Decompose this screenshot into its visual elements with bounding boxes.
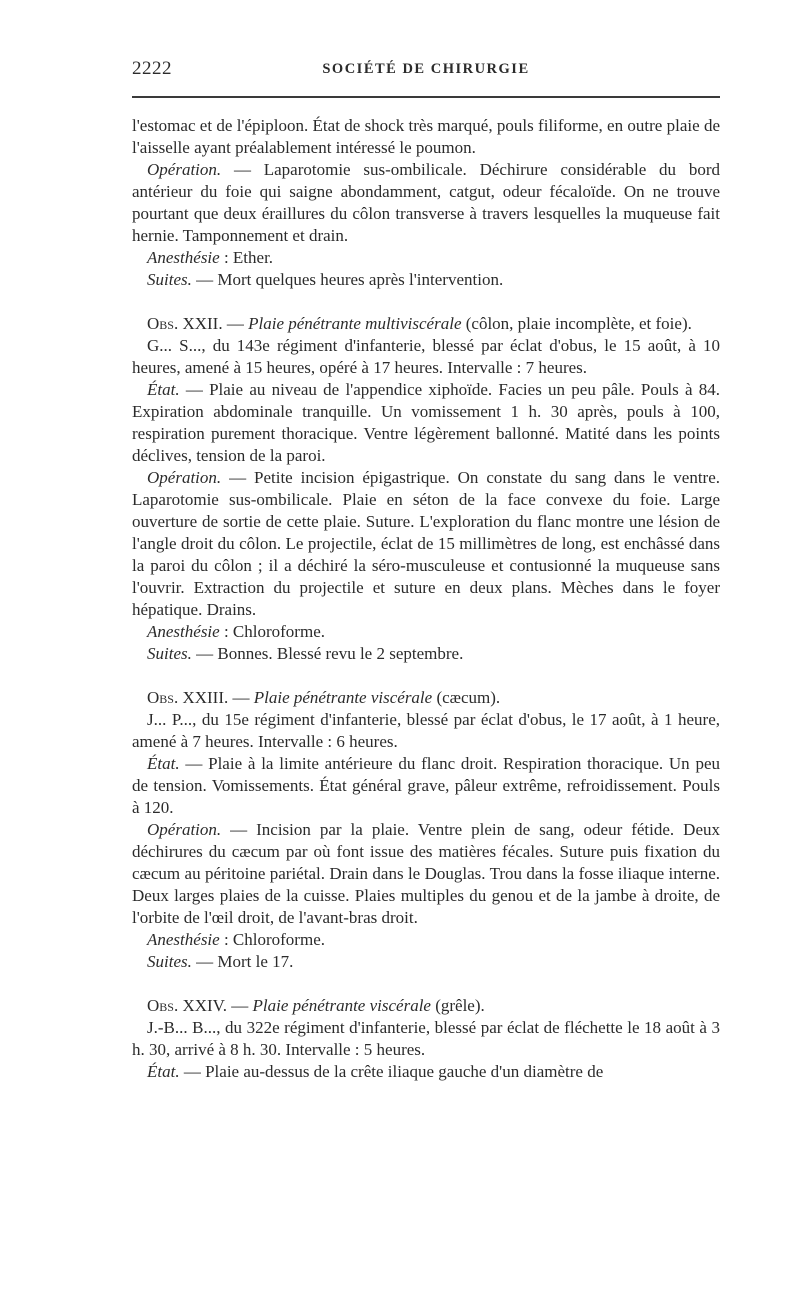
anesthesia-paragraph xyxy=(132,247,720,269)
etat-label: État. xyxy=(147,754,180,773)
anesthesia-label: Anesthésie xyxy=(147,248,220,267)
suites-label: Suites. xyxy=(147,270,192,289)
obs-label: Obs. xyxy=(147,996,179,1015)
etat-text: — Plaie au-dessus de la crête iliaque gauche d'un diamètre de xyxy=(179,1062,604,1081)
etat-text: — Plaie à la limite antérieure du flanc droit. Respiration thoracique. Un peu de tension. Vomissements. État général grave, pâleur extrême, refroidissement. Pouls à 120. xyxy=(132,754,720,817)
etat-label: État. xyxy=(147,1062,180,1081)
operation-label: Opération. xyxy=(147,468,222,487)
suites-label: Suites. xyxy=(147,644,192,663)
operation-text: — Petite incision épigastrique. On constate du sang dans le ventre. Laparotomie sus-ombilicale. Plaie en séton de la face convexe du foie. Large ouverture de sortie de cette plaie. Suture. L'exploration du flanc montre une lésion de l'angle droit du côlon. Le projectile, éclat de 15 millimètres de long, est enchâssé dans la paroi du côlon ; il a déchiré la séro-musculeuse et contusionné la muqueuse sans l'ouvrir. Extraction du projectile et suture en deux plans. Mèches dans le foyer hépatique. Drains. xyxy=(132,468,720,619)
obs-23-operation xyxy=(132,819,720,929)
operation-text: — Incision par la plaie. Ventre plein de sang, odeur fétide. Deux déchirures du cæcum par où font issue des matières fécales. Suture puis fixation du cæcum au péritoine pariétal. Drain dans le Douglas. Trou dans la fosse iliaque interne. Deux larges plaies de la cuisse. Plaies multiples du genou et de la jambe à droite, de l'orbite de l'œil droit, de l'avant-bras droit. xyxy=(132,820,720,927)
obs-22-operation xyxy=(132,467,720,621)
page-header xyxy=(132,58,720,86)
obs-23-etat xyxy=(132,753,720,819)
anesthesia-label: Anesthésie xyxy=(147,622,220,641)
suites-label: Suites. xyxy=(147,952,192,971)
obs-label: Obs. xyxy=(147,688,179,707)
obs-title: Plaie pénétrante multiviscérale xyxy=(248,314,462,333)
suites-paragraph xyxy=(132,269,720,291)
obs-title: Plaie pénétrante viscérale xyxy=(252,996,431,1015)
obs-24-patient: J.-B... B..., du 322e régiment d'infanterie, blessé par éclat de fléchette le 18 août à 3 h. 30, arrivé à 8 h. 30. Intervalle : 5 heures. xyxy=(132,1018,720,1059)
anesthesia-text: : Chloroforme. xyxy=(219,622,325,641)
running-title: SOCIÉTÉ DE CHIRURGIE xyxy=(322,61,530,77)
obs-title-rest: (cæcum). xyxy=(432,688,501,707)
obs-22-heading xyxy=(132,313,720,335)
page-number: 2222 xyxy=(132,58,172,79)
section-gap xyxy=(132,665,720,687)
anesthesia-text: : Chloroforme. xyxy=(219,930,325,949)
section-gap xyxy=(132,973,720,995)
operation-label: Opération. xyxy=(147,820,222,839)
continuation-paragraph: l'estomac et de l'épiploon. État de shock très marqué, pouls filiforme, en outre plaie de l'aisselle ayant préalablement intéressé le poumon. xyxy=(132,116,720,157)
obs-number: XXIV. — xyxy=(178,996,253,1015)
page-body xyxy=(132,115,720,1083)
obs-number: XXIII. — xyxy=(178,688,254,707)
obs-22-suites xyxy=(132,643,720,665)
suites-text: — Mort le 17. xyxy=(191,952,294,971)
obs-number: XXII. — xyxy=(178,314,249,333)
operation-label: Opération. xyxy=(147,160,222,179)
operation-text: — Laparotomie sus-ombilicale. Déchirure considérable du bord antérieur du foie qui saigne abondamment, catgut, odeur fécaloïde. On ne trouve pourtant que deux éraillures du côlon transverse à travers lesquelles la muqueuse fait hernie. Tamponnement et drain. xyxy=(132,160,720,245)
obs-22-anesthesia xyxy=(132,621,720,643)
section-gap xyxy=(132,291,720,313)
header-rule xyxy=(132,96,720,98)
suites-text: — Mort quelques heures après l'intervention. xyxy=(191,270,504,289)
obs-24-etat xyxy=(132,1061,720,1083)
obs-23-patient: J... P..., du 15e régiment d'infanterie, blessé par éclat d'obus, le 17 août, à 1 heure, amené à 7 heures. Intervalle : 6 heures. xyxy=(132,710,720,751)
obs-24-heading xyxy=(132,995,720,1017)
obs-23-heading xyxy=(132,687,720,709)
obs-23-suites xyxy=(132,951,720,973)
suites-text: — Bonnes. Blessé revu le 2 septembre. xyxy=(191,644,464,663)
obs-22-etat xyxy=(132,379,720,467)
obs-title-rest: (grêle). xyxy=(430,996,485,1015)
anesthesia-label: Anesthésie xyxy=(147,930,220,949)
obs-22-patient: G... S..., du 143e régiment d'infanterie, blessé par éclat d'obus, le 15 août, à 10 heures, amené à 15 heures, opéré à 17 heures. Intervalle : 7 heures. xyxy=(132,336,720,377)
operation-paragraph xyxy=(132,159,720,247)
obs-title: Plaie pénétrante viscérale xyxy=(253,688,433,707)
anesthesia-text: : Ether. xyxy=(219,248,274,267)
etat-label: État. xyxy=(147,380,180,399)
obs-label: Obs. xyxy=(147,314,179,333)
obs-title-rest: (côlon, plaie incomplète, et foie). xyxy=(461,314,692,333)
obs-23-anesthesia xyxy=(132,929,720,951)
etat-text: — Plaie au niveau de l'appendice xiphoïde. Facies un peu pâle. Pouls à 84. Expiration abdominale tranquille. Un vomissement 1 h. 30 après, pouls à 100, respiration purement thoracique. Ventre légèrement ballonné. Matité dans les points déclives, tension de la paroi. xyxy=(132,380,720,465)
